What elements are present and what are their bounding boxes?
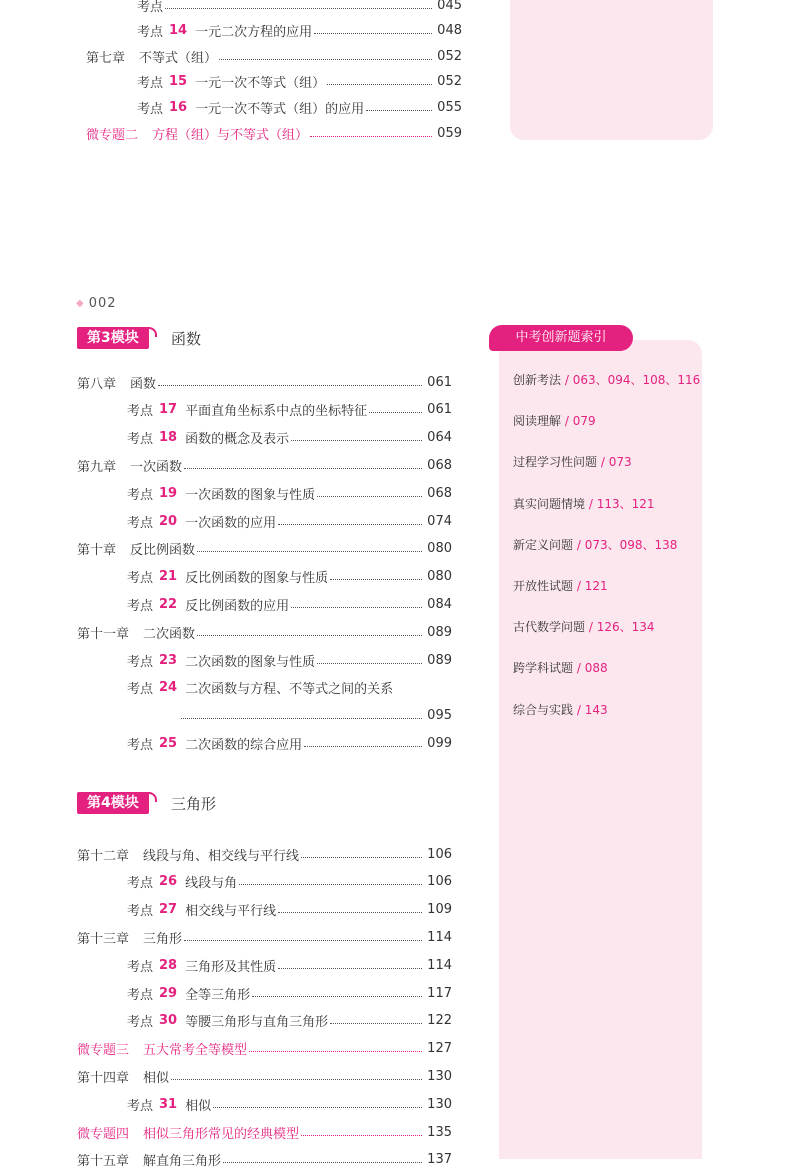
toc-row (77, 538, 452, 560)
dot-leader (252, 996, 422, 997)
index-item-name: 创新考法 (513, 373, 562, 387)
dot-leader (197, 635, 422, 636)
chapter-title: 二次函数 (143, 626, 196, 642)
toc-row (137, 0, 462, 16)
kaodian-title: 全等三角形 (185, 987, 251, 1003)
page-ref: 117 (427, 985, 452, 1001)
kaodian-title: 线段与角 (185, 876, 238, 892)
special-topic-label: 微专题三 (77, 1043, 130, 1059)
index-item-separator: / (597, 455, 609, 470)
index-item-separator: / (573, 579, 585, 593)
kaodian-label: 考点 (127, 1015, 154, 1031)
kaodian-number: 30 (159, 1013, 178, 1029)
toc-row (179, 705, 452, 727)
toc-row (77, 1065, 452, 1087)
page-ref: 127 (427, 1041, 452, 1057)
kaodian-label: 考点 (127, 904, 154, 920)
page-ref: 099 (427, 735, 452, 751)
dot-leader (197, 551, 422, 552)
toc-row (127, 732, 452, 754)
index-item (513, 453, 632, 470)
dot-leader (310, 136, 432, 137)
dot-leader (317, 663, 422, 664)
kaodian-label: 考点 (137, 76, 164, 92)
page-ref: 045 (437, 0, 462, 13)
index-item-separator: / (561, 373, 573, 387)
index-item-name: 开放性试题 (513, 579, 574, 593)
kaodian-title: 相似 (185, 1098, 212, 1114)
dot-leader (184, 468, 422, 469)
page-ref: 089 (427, 624, 452, 640)
index-panel-header (489, 325, 633, 351)
special-topic-title: 相似三角形常见的经典模型 (143, 1126, 300, 1142)
dot-leader (301, 857, 422, 858)
kaodian-label: 考点 (127, 1098, 154, 1114)
dot-leader (171, 1079, 422, 1080)
kaodian-title: 一元一次不等式（组）的应用 (195, 101, 365, 117)
kaodian-number: 29 (159, 985, 178, 1001)
index-item (513, 577, 608, 594)
kaodian-label: 考点 (127, 487, 154, 503)
page-number-marker (76, 296, 117, 311)
kaodian-label: 考点 (127, 404, 154, 420)
module-3-title: 函数 (171, 330, 202, 348)
index-item (513, 536, 677, 553)
kaodian-number: 16 (169, 99, 188, 115)
index-item-name: 跨学科试题 (513, 661, 574, 676)
kaodian-label: 考点 (127, 432, 154, 448)
toc-row (137, 96, 462, 118)
index-item-name: 综合与实践 (513, 702, 574, 717)
dot-leader (278, 524, 422, 525)
kaodian-title: 等腰三角形与直角三角形 (185, 1015, 329, 1031)
dot-leader (158, 385, 422, 386)
toc-row (127, 677, 452, 699)
chapter-label: 第八章 (77, 376, 117, 392)
index-item-pages: 073、098、138 (584, 537, 678, 552)
index-item-name: 古代数学问题 (513, 620, 586, 635)
toc-row (127, 566, 452, 588)
page-ref: 122 (427, 1013, 452, 1029)
kaodian-title: 一次函数的图象与性质 (185, 487, 316, 503)
kaodian-number: 22 (159, 596, 178, 612)
kaodian-number: 17 (159, 402, 178, 418)
index-item-separator: / (585, 496, 597, 511)
dot-leader (239, 884, 422, 885)
index-item-separator: / (573, 702, 585, 717)
index-item-separator: / (573, 537, 585, 552)
kaodian-number: 15 (169, 74, 188, 90)
toc-row (127, 649, 452, 671)
chapter-label: 第十一章 (77, 626, 130, 642)
page-ref: 130 (427, 1068, 452, 1084)
page-ref: 080 (427, 569, 452, 585)
dot-leader (278, 912, 422, 913)
kaodian-label: 考点 (137, 101, 164, 117)
toc-row (127, 482, 452, 504)
chapter-title: 不等式（组） (139, 50, 218, 66)
page-ref: 059 (437, 125, 462, 141)
kaodian-number: 20 (159, 513, 178, 529)
index-item-pages: 079 (572, 414, 596, 429)
kaodian-number: 19 (159, 485, 178, 501)
index-panel-title: 中考创新题索引 (515, 330, 607, 345)
index-item-pages: 088 (584, 661, 608, 676)
module-4-badge: 第4模块 (77, 792, 149, 814)
page-ref: 135 (427, 1124, 452, 1140)
toc-row (137, 71, 462, 93)
page-ref: 074 (427, 513, 452, 529)
toc-row (127, 427, 452, 449)
toc-row (127, 1010, 452, 1032)
kaodian-title: 二次函数的综合应用 (185, 737, 303, 753)
page-ref: 084 (427, 596, 452, 612)
kaodian-number: 31 (159, 1096, 178, 1112)
index-item (513, 495, 655, 512)
dot-leader (165, 8, 432, 9)
kaodian-label: 考点 (127, 598, 154, 614)
kaodian-number: 25 (159, 735, 178, 751)
chapter-label: 第十二章 (77, 848, 130, 864)
dot-leader (330, 1023, 422, 1024)
kaodian-title: 相交线与平行线 (185, 904, 277, 920)
index-item-separator: / (573, 661, 585, 676)
dot-leader (369, 412, 422, 413)
toc-row (77, 926, 452, 948)
toc-row (77, 1149, 452, 1171)
kaodian-label: 考点 (137, 0, 164, 15)
dot-leader (304, 746, 422, 747)
kaodian-title: 二次函数与方程、不等式之间的关系 (185, 682, 394, 698)
page-ref: 080 (427, 541, 452, 557)
kaodian-label: 考点 (127, 654, 154, 670)
index-item (513, 701, 608, 718)
page-ref: 114 (427, 929, 452, 945)
chapter-title: 函数 (130, 376, 157, 392)
kaodian-label: 考点 (127, 959, 154, 975)
toc-row (127, 399, 452, 421)
kaodian-title: 平面直角坐标系中点的坐标特征 (185, 404, 368, 420)
kaodian-number: 26 (159, 874, 178, 890)
toc-row (127, 593, 452, 615)
kaodian-title: 函数的概念及表示 (185, 432, 290, 448)
dot-leader (181, 718, 422, 719)
toc-row (127, 954, 452, 976)
page-ref: 106 (427, 874, 452, 890)
chapter-label: 第十三章 (77, 931, 130, 947)
kaodian-number: 18 (159, 430, 178, 446)
index-item-pages: 143 (584, 702, 608, 717)
page-ref: 130 (427, 1096, 452, 1112)
toc-row (137, 20, 462, 42)
toc-row (127, 510, 452, 532)
chapter-title: 一次函数 (130, 459, 183, 475)
dot-leader (219, 59, 432, 60)
page-ref: 114 (427, 957, 452, 973)
special-topic-title: 五大常考全等模型 (143, 1043, 248, 1059)
kaodian-title: 反比例函数的图象与性质 (185, 571, 329, 587)
dot-leader (223, 1162, 422, 1163)
toc-row (127, 982, 452, 1004)
index-item-pages: 113、121 (596, 496, 655, 511)
kaodian-number: 28 (159, 957, 178, 973)
page-ref: 061 (427, 402, 452, 418)
toc-row (77, 1038, 452, 1060)
kaodian-label: 考点 (127, 737, 154, 753)
kaodian-label: 考点 (127, 987, 154, 1003)
kaodian-label: 考点 (127, 515, 154, 531)
toc-row (86, 45, 462, 67)
kaodian-label: 考点 (137, 25, 164, 41)
kaodian-title: 二次函数的图象与性质 (185, 654, 316, 670)
dot-leader (301, 1135, 422, 1136)
index-item-pages: 063、094、108、116 (572, 373, 701, 387)
dot-leader (213, 1107, 422, 1108)
dot-leader (327, 84, 432, 85)
index-item-name: 过程学习性问题 (513, 455, 598, 470)
chapter-label: 第九章 (77, 459, 117, 475)
kaodian-number: 24 (159, 680, 178, 696)
dot-leader (184, 940, 422, 941)
index-item (513, 618, 655, 635)
toc-row (77, 843, 452, 865)
index-item-separator: / (585, 620, 597, 635)
page-ref: 064 (427, 430, 452, 446)
page-ref: 089 (427, 652, 452, 668)
index-item-name: 阅读理解 (513, 414, 562, 429)
index-item-separator: / (561, 414, 573, 429)
top-index-panel (510, 0, 713, 140)
dot-leader (317, 496, 422, 497)
page-ref: 095 (427, 708, 452, 724)
dot-leader (330, 579, 422, 580)
kaodian-title: 一元一次不等式（组） (195, 76, 326, 92)
toc-row (77, 454, 452, 476)
chapter-title: 反比例函数 (130, 543, 196, 559)
dot-leader (278, 968, 422, 969)
kaodian-title: 反比例函数的应用 (185, 598, 290, 614)
page-ref: 137 (427, 1152, 452, 1168)
toc-row (77, 1121, 452, 1143)
module-4-title: 三角形 (171, 795, 217, 813)
index-item-pages: 121 (584, 579, 608, 593)
chapter-label: 第十章 (77, 543, 117, 559)
index-item-pages: 073 (608, 455, 632, 470)
chapter-label: 第十四章 (77, 1070, 130, 1086)
special-topic-label: 微专题二 (86, 127, 139, 143)
special-topic-title: 方程（组）与不等式（组） (152, 127, 309, 143)
diamond-icon: ◆ (76, 298, 85, 309)
dot-leader (249, 1051, 422, 1052)
chapter-title: 解直角三角形 (143, 1154, 222, 1170)
module-3-badge: 第3模块 (77, 327, 149, 349)
page-ref: 106 (427, 846, 452, 862)
toc-row (86, 122, 462, 144)
chapter-title: 三角形 (143, 931, 183, 947)
index-item-name: 新定义问题 (513, 537, 574, 552)
kaodian-title: 一元二次方程的应用 (195, 25, 313, 41)
special-topic-label: 微专题四 (77, 1126, 130, 1142)
index-item (513, 412, 596, 429)
kaodian-label: 考点 (127, 876, 154, 892)
index-item (513, 659, 608, 676)
index-item-pages: 126、134 (596, 620, 655, 635)
page-ref: 052 (437, 48, 462, 64)
page-ref: 068 (427, 457, 452, 473)
index-item-name: 真实问题情境 (513, 496, 586, 511)
toc-row (127, 899, 452, 921)
page-number: 002 (88, 296, 117, 311)
dot-leader (291, 607, 422, 608)
page-ref: 048 (437, 23, 462, 39)
toc-row (77, 371, 452, 393)
page-ref: 055 (437, 99, 462, 115)
chapter-title: 相似 (143, 1070, 170, 1086)
page-ref: 052 (437, 74, 462, 90)
dot-leader (314, 33, 432, 34)
page-ref: 061 (427, 374, 452, 390)
toc-row (77, 621, 452, 643)
dot-leader (291, 440, 422, 441)
kaodian-label: 考点 (127, 571, 154, 587)
page-ref: 109 (427, 902, 452, 918)
kaodian-title: 三角形及其性质 (185, 959, 277, 975)
chapter-title: 线段与角、相交线与平行线 (143, 848, 300, 864)
kaodian-label: 考点 (127, 682, 154, 698)
index-item (513, 371, 700, 388)
dot-leader (366, 110, 432, 111)
chapter-label: 第十五章 (77, 1154, 130, 1170)
page-ref: 068 (427, 485, 452, 501)
kaodian-number: 14 (169, 23, 188, 39)
toc-row (127, 1093, 452, 1115)
kaodian-title: 一次函数的应用 (185, 515, 277, 531)
kaodian-number: 21 (159, 569, 178, 585)
kaodian-number: 23 (159, 652, 178, 668)
kaodian-number: 27 (159, 902, 178, 918)
chapter-label: 第七章 (86, 50, 126, 66)
toc-row (127, 871, 452, 893)
